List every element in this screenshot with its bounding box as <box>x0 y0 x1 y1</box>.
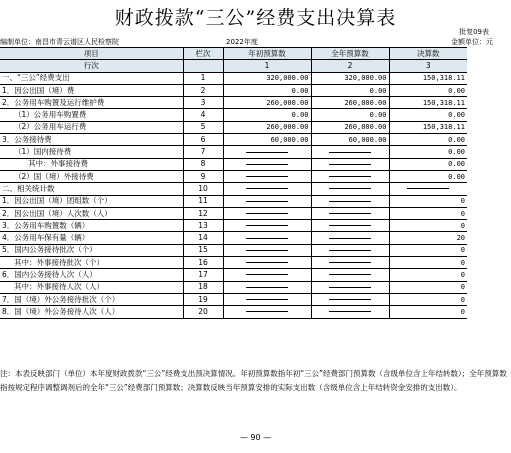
amount-unit: 金额单位：元 <box>451 38 493 46</box>
table-row <box>0 220 467 232</box>
row-budget <box>223 207 311 219</box>
row-budget <box>223 170 311 182</box>
row-budget <box>223 158 311 170</box>
not-applicable-dash <box>246 262 288 263</box>
row-number: 5 <box>183 121 223 133</box>
row-final: 0 <box>389 281 467 293</box>
row-budget <box>223 220 311 232</box>
row-budget: 260,000.00 <box>223 97 311 109</box>
row-budget <box>223 257 311 269</box>
table-row <box>0 84 467 96</box>
not-applicable-dash <box>407 188 449 189</box>
row-final: 0 <box>389 207 467 219</box>
row-label: 3．公务用车购置数（辆） <box>0 220 183 232</box>
not-applicable-dash <box>329 299 371 300</box>
not-applicable-dash <box>329 274 371 275</box>
not-applicable-dash <box>329 311 371 312</box>
row-final: 0.00 <box>389 84 467 96</box>
row-final: 0.00 <box>389 109 467 121</box>
row-label: 7．国（境）外公务接待批次（个） <box>0 293 183 305</box>
header-empty <box>183 60 223 72</box>
header-index-row <box>0 60 467 72</box>
header-full-year: 全年预算数 <box>311 48 389 60</box>
row-full-year <box>311 293 389 305</box>
row-full-year <box>311 306 389 318</box>
row-label: 其中：外事接待批次（个） <box>0 257 183 269</box>
not-applicable-dash <box>246 201 288 202</box>
row-final: 150,318.11 <box>389 121 467 133</box>
row-full-year <box>311 257 389 269</box>
row-full-year <box>311 220 389 232</box>
form-number: 批复09表 <box>459 28 489 36</box>
row-number: 10 <box>183 183 223 195</box>
table-row <box>0 158 467 170</box>
row-number: 20 <box>183 306 223 318</box>
row-full-year <box>311 195 389 207</box>
row-number: 19 <box>183 293 223 305</box>
not-applicable-dash <box>246 238 288 239</box>
row-final: 0 <box>389 293 467 305</box>
row-number: 1 <box>183 72 223 84</box>
row-label: （1）国内接待费 <box>0 146 183 158</box>
row-final: 0 <box>389 220 467 232</box>
row-label: 二、相关统计数 <box>0 183 183 195</box>
row-final: 20 <box>389 232 467 244</box>
table-row <box>0 134 467 146</box>
not-applicable-dash <box>246 176 288 177</box>
row-budget: 60,000.00 <box>223 134 311 146</box>
row-final <box>389 183 467 195</box>
row-budget <box>223 195 311 207</box>
header-row-no: 栏次 <box>183 48 223 60</box>
row-label: 1．因公出国（境）团组数（个） <box>0 195 183 207</box>
row-budget <box>223 244 311 256</box>
row-number: 9 <box>183 170 223 182</box>
row-label: 5．国内公务接待批次（个） <box>0 244 183 256</box>
table-row <box>0 232 467 244</box>
row-final: 0.00 <box>389 146 467 158</box>
header-col-1: 1 <box>223 60 311 72</box>
row-budget <box>223 281 311 293</box>
row-budget: 0.00 <box>223 109 311 121</box>
row-final: 150,318.11 <box>389 97 467 109</box>
table-row <box>0 195 467 207</box>
row-full-year: 260,000.00 <box>311 97 389 109</box>
row-number: 16 <box>183 257 223 269</box>
page-number: — 90 — <box>239 433 272 442</box>
unit-label: 编制单位：南昌市青云谱区人民检察院 <box>0 38 119 46</box>
row-final: 150,318.11 <box>389 72 467 84</box>
row-final: 0.00 <box>389 158 467 170</box>
row-full-year: 260,000.00 <box>311 121 389 133</box>
not-applicable-dash <box>246 250 288 251</box>
row-full-year: 320,000.00 <box>311 72 389 84</box>
row-label: 8．国（境）外公务接待人次（人） <box>0 306 183 318</box>
row-final: 0 <box>389 306 467 318</box>
table-row <box>0 183 467 195</box>
row-number: 17 <box>183 269 223 281</box>
header-item: 项目 <box>0 48 183 60</box>
table-row <box>0 146 467 158</box>
row-budget <box>223 183 311 195</box>
not-applicable-dash <box>246 188 288 189</box>
not-applicable-dash <box>246 287 288 288</box>
not-applicable-dash <box>246 225 288 226</box>
not-applicable-dash <box>329 164 371 165</box>
row-budget <box>223 293 311 305</box>
row-number: 3 <box>183 97 223 109</box>
row-budget: 260,000.00 <box>223 121 311 133</box>
not-applicable-dash <box>246 152 288 153</box>
row-label: 其中：外事接待费 <box>0 158 183 170</box>
row-label: 3．公务接待费 <box>0 134 183 146</box>
row-full-year: 0.00 <box>311 84 389 96</box>
row-full-year <box>311 232 389 244</box>
row-label: 其中：外事接待人次（人） <box>0 281 183 293</box>
table-row <box>0 257 467 269</box>
not-applicable-dash <box>329 152 371 153</box>
row-budget <box>223 146 311 158</box>
row-label: 一、“三公”经费支出 <box>0 72 183 84</box>
not-applicable-dash <box>329 262 371 263</box>
table-row <box>0 121 467 133</box>
not-applicable-dash <box>329 225 371 226</box>
not-applicable-dash <box>329 287 371 288</box>
not-applicable-dash <box>246 213 288 214</box>
not-applicable-dash <box>329 201 371 202</box>
row-budget <box>223 269 311 281</box>
row-full-year <box>311 207 389 219</box>
row-label: 2．因公出国（境）人次数（人） <box>0 207 183 219</box>
not-applicable-dash <box>329 176 371 177</box>
expenditure-table <box>0 47 467 319</box>
row-number: 2 <box>183 84 223 96</box>
row-number: 11 <box>183 195 223 207</box>
row-label: 4．公务用车保有量（辆） <box>0 232 183 244</box>
row-full-year <box>311 269 389 281</box>
row-label: 2．公务用车购置及运行维护费 <box>0 97 183 109</box>
header-budget: 年初预算数 <box>223 48 311 60</box>
row-label: 1．因公出国（境）费 <box>0 84 183 96</box>
row-budget: 0.00 <box>223 84 311 96</box>
table-row <box>0 244 467 256</box>
not-applicable-dash <box>329 188 371 189</box>
table-row <box>0 269 467 281</box>
table-row <box>0 293 467 305</box>
not-applicable-dash <box>246 164 288 165</box>
table-row <box>0 97 467 109</box>
table-row <box>0 170 467 182</box>
row-number: 7 <box>183 146 223 158</box>
header-col-3: 3 <box>389 60 467 72</box>
header-row <box>0 48 467 60</box>
row-label: 6．国内公务接待人次（人） <box>0 269 183 281</box>
row-number: 12 <box>183 207 223 219</box>
row-full-year <box>311 244 389 256</box>
row-budget <box>223 306 311 318</box>
table-row <box>0 72 467 84</box>
row-full-year <box>311 146 389 158</box>
header-col-2: 2 <box>311 60 389 72</box>
not-applicable-dash <box>329 250 371 251</box>
row-final: 0.00 <box>389 170 467 182</box>
table-row <box>0 306 467 318</box>
table-note: 注：本表反映部门（单位）本年度财政拨款“三公”经费支出预决算情况。年初预算数指年初“三公”经费部门预算数（含级单位含上年结转数）；全年预算数指按规定程序调整调剂后的全年“三公”经费部门预算数；决算数反映当年预算安排的实际支出数（含级单位含上年结转资金安排的支出数）。 <box>0 369 507 392</box>
row-number: 15 <box>183 244 223 256</box>
row-full-year: 0.00 <box>311 109 389 121</box>
row-budget <box>223 232 311 244</box>
row-full-year <box>311 170 389 182</box>
fiscal-year: 2022年度 <box>226 38 258 46</box>
row-full-year <box>311 183 389 195</box>
not-applicable-dash <box>246 299 288 300</box>
row-number: 6 <box>183 134 223 146</box>
not-applicable-dash <box>246 311 288 312</box>
table-row <box>0 207 467 219</box>
not-applicable-dash <box>246 274 288 275</box>
row-final: 0 <box>389 257 467 269</box>
row-label: （2）公务用车运行费 <box>0 121 183 133</box>
row-full-year <box>311 281 389 293</box>
not-applicable-dash <box>329 238 371 239</box>
row-number: 13 <box>183 220 223 232</box>
page-title: 财政拨款“三公”经费支出决算表 <box>114 7 397 29</box>
row-final: 0.00 <box>389 134 467 146</box>
row-label: （1）公务用车购置费 <box>0 109 183 121</box>
not-applicable-dash <box>329 213 371 214</box>
row-number: 14 <box>183 232 223 244</box>
row-full-year: 60,000.00 <box>311 134 389 146</box>
row-final: 0 <box>389 195 467 207</box>
row-full-year <box>311 158 389 170</box>
header-row-label: 行次 <box>0 60 183 72</box>
row-budget: 320,000.00 <box>223 72 311 84</box>
table-row <box>0 109 467 121</box>
row-final: 0 <box>389 269 467 281</box>
header-final: 决算数 <box>389 48 467 60</box>
table-row <box>0 281 467 293</box>
row-label: （2）国（境）外接待费 <box>0 170 183 182</box>
row-number: 8 <box>183 158 223 170</box>
row-number: 4 <box>183 109 223 121</box>
row-final: 0 <box>389 244 467 256</box>
row-number: 18 <box>183 281 223 293</box>
